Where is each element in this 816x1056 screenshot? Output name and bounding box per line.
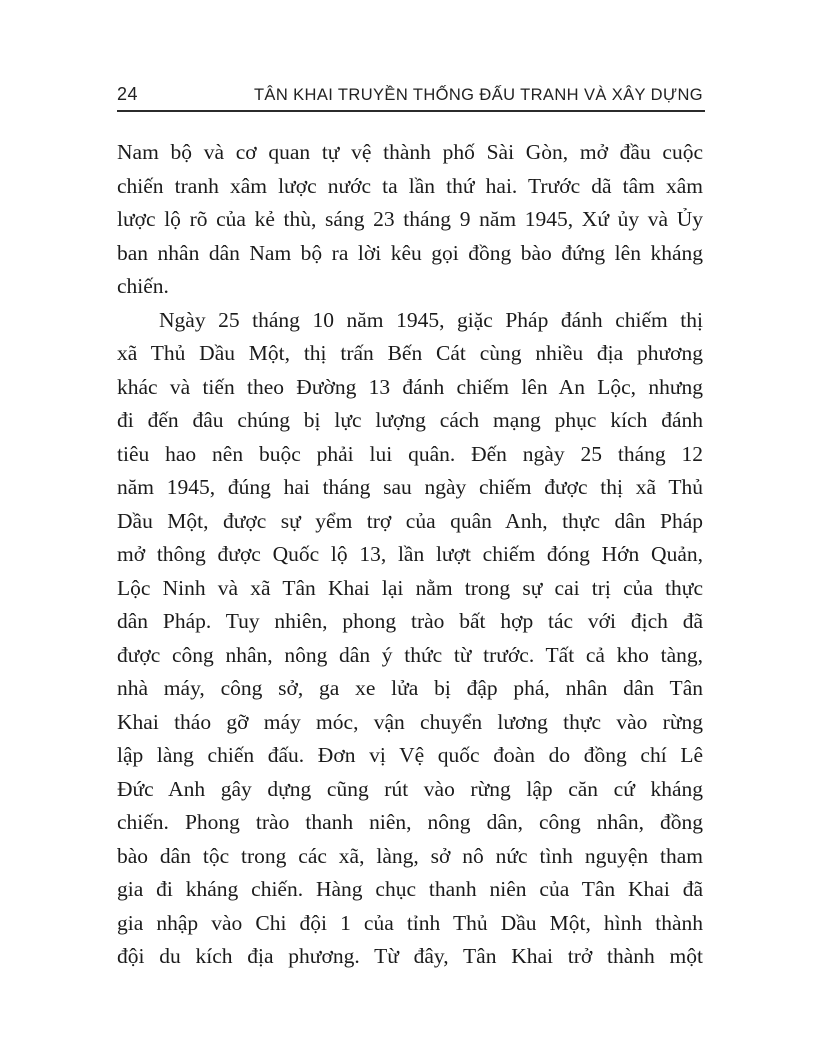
text-line: dân Pháp. Tuy nhiên, phong trào bất hợp tác với địch đã <box>117 609 703 633</box>
text-line: chiến tranh xâm lược nước ta lần thứ hai. Trước dã tâm xâm <box>117 173 703 198</box>
text-line: năm 1945, đúng hai tháng sau ngày chiếm được thị xã Thủ <box>117 475 703 499</box>
text-line: tiêu hao nên buộc phải lui quân. Đến ngày 25 tháng 12 <box>117 441 703 466</box>
text-line: Dầu Một, được sự yểm trợ của quân Anh, thực dân Pháp <box>117 508 703 533</box>
text-line: chiến. <box>117 274 169 298</box>
header-rule <box>117 110 705 112</box>
body-text <box>117 136 703 974</box>
text-line: đi đến đâu chúng bị lực lượng cách mạng phục kích đánh <box>117 408 703 432</box>
text-line: Nam bộ và cơ quan tự vệ thành phố Sài Gòn, mở đầu cuộc <box>117 140 703 164</box>
text-line: Lộc Ninh và xã Tân Khai lại nằm trong sự cai trị của thực <box>117 575 703 600</box>
text-line: chiến. Phong trào thanh niên, nông dân, công nhân, đồng <box>117 810 703 834</box>
text-line: khác và tiến theo Đường 13 đánh chiếm lên An Lộc, nhưng <box>117 374 703 399</box>
text-line: được công nhân, nông dân ý thức từ trước. Tất cả kho tàng, <box>117 642 703 667</box>
text-line: gia nhập vào Chi đội 1 của tỉnh Thủ Dầu Một, hình thành <box>117 910 703 935</box>
paragraph <box>117 136 703 304</box>
running-title: TÂN KHAI TRUYỀN THỐNG ĐẤU TRANH VÀ XÂY DỰNG <box>253 86 703 104</box>
text-line: lược lộ rõ của kẻ thù, sáng 23 tháng 9 năm 1945, Xứ ủy và Ủy <box>117 207 703 231</box>
text-line: ban nhân dân Nam bộ ra lời kêu gọi đồng bào đứng lên kháng <box>117 240 703 265</box>
text-line: Ngày 25 tháng 10 năm 1945, giặc Pháp đánh chiếm thị <box>159 307 703 332</box>
page-header <box>117 84 703 105</box>
text-line: nhà máy, công sở, ga xe lửa bị đập phá, nhân dân Tân <box>117 676 703 700</box>
text-line: Khai tháo gỡ máy móc, vận chuyển lương thực vào rừng <box>117 709 703 734</box>
page-number: 24 <box>117 84 139 104</box>
text-line: bào dân tộc trong các xã, làng, sở nô nức tình nguyện tham <box>117 843 703 868</box>
text-line: gia đi kháng chiến. Hàng chục thanh niên của Tân Khai đã <box>117 877 703 901</box>
text-line: mở thông được Quốc lộ 13, lần lượt chiếm đóng Hớn Quản, <box>117 542 703 566</box>
paragraph <box>117 304 703 974</box>
text-line: đội du kích địa phương. Từ đây, Tân Khai trở thành một <box>117 944 703 968</box>
text-line: xã Thủ Dầu Một, thị trấn Bến Cát cùng nhiều địa phương <box>117 341 703 365</box>
text-line: lập làng chiến đấu. Đơn vị Vệ quốc đoàn do đồng chí Lê <box>117 743 703 767</box>
text-line: Đức Anh gây dựng cũng rút vào rừng lập căn cứ kháng <box>117 776 703 801</box>
